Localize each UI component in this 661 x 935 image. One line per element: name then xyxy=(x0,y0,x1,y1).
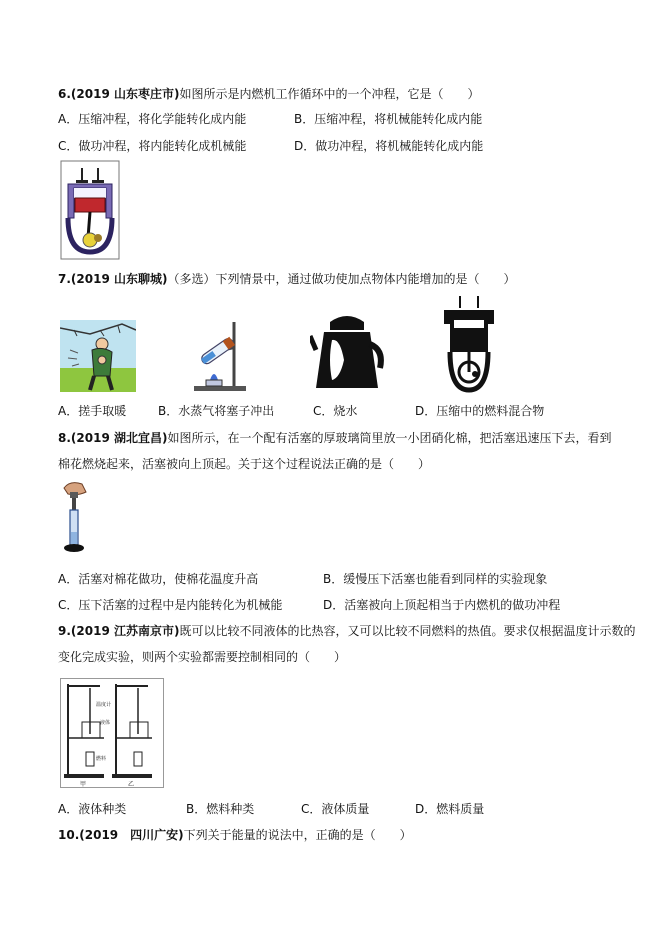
label-thermometer: 温度计 xyxy=(96,702,112,708)
q9-stem-line-1 xyxy=(58,623,635,639)
q8-stem-line-2: 棉花燃烧起来，活塞被向上顶起。关于这个过程说法正确的是（ ） xyxy=(58,457,431,471)
q9-apparatus-figure xyxy=(60,678,164,788)
q10-stem: 下列关于能量的说法中，正确的是（ ） xyxy=(183,828,412,842)
q6-engine-figure xyxy=(60,160,120,260)
q9-option-d: D．燃料质量 xyxy=(415,802,485,816)
q6-number: 6. xyxy=(58,87,71,101)
q7-figure-d-engine-compression xyxy=(440,294,498,394)
q8-option-a: A．活塞对棉花做功，使棉花温度升高 xyxy=(58,572,259,586)
q8-stem-1: 如图所示，在一个配有活塞的厚玻璃筒里放一小团硝化棉，把活塞迅速压下去，看到 xyxy=(167,431,612,445)
q7-option-d: D．压缩中的燃料混合物 xyxy=(415,404,545,418)
q6-option-c: C．做功冲程，将内能转化成机械能 xyxy=(58,139,247,153)
q10-source: (2019 四川广安) xyxy=(79,828,184,842)
q7-option-b: B．水蒸气将塞子冲出 xyxy=(158,404,275,418)
q6-source: (2019 山东枣庄市) xyxy=(70,87,180,101)
q6-stem: 如图所示是内燃机工作循环中的一个冲程，它是（ ） xyxy=(179,87,480,101)
q7-option-c: C．烧水 xyxy=(313,404,358,418)
q9-option-c: C．液体质量 xyxy=(301,802,370,816)
q9-stem-line-2: 变化完成实验，则两个实验都需要控制相同的（ ） xyxy=(58,650,347,664)
q8-stem-line-1 xyxy=(58,430,611,446)
q6-option-d: D．做功冲程，将机械能转化成内能 xyxy=(294,139,484,153)
q9-option-a: A．液体种类 xyxy=(58,802,127,816)
q9-stem-1: 既可以比较不同液体的比热容，又可以比较不同燃料的热值。要求仅根据温度计示数的 xyxy=(179,624,636,638)
q8-option-d: D．活塞被向上顶起相当于内燃机的做功冲程 xyxy=(323,598,561,612)
label-fuel: 燃料 xyxy=(96,756,107,762)
q8-source: (2019 湖北宜昌) xyxy=(70,431,168,445)
q9-number: 9. xyxy=(58,624,71,638)
q7-figure-c-kettle xyxy=(310,310,384,392)
q7-figure-a-rubbing-hands xyxy=(60,320,136,392)
label-jia: 甲 xyxy=(80,781,87,788)
q7-option-a: A．搓手取暖 xyxy=(58,404,127,418)
label-liquid: 液体 xyxy=(100,720,111,726)
q6-option-a: A．压缩冲程，将化学能转化成内能 xyxy=(58,112,247,126)
q10-stem-line xyxy=(58,827,412,843)
q7-number: 7. xyxy=(58,272,71,286)
q9-source: (2019 江苏南京市) xyxy=(70,624,180,638)
q7-stem: （多选）下列情景中，通过做功使加点物体内能增加的是（ ） xyxy=(167,272,516,286)
q6-option-b: B．压缩冲程，将机械能转化成内能 xyxy=(294,112,483,126)
q7-stem-line xyxy=(58,271,515,287)
q6-stem-line xyxy=(58,86,479,102)
label-yi: 乙 xyxy=(128,781,135,788)
q7-figure-b-steam-stopper xyxy=(188,318,252,394)
q7-source: (2019 山东聊城) xyxy=(70,272,168,286)
q9-option-b: B．燃料种类 xyxy=(186,802,255,816)
q8-option-c: C．压下活塞的过程中是内能转化为机械能 xyxy=(58,598,283,612)
q10-number: 10. xyxy=(58,828,80,842)
q8-number: 8. xyxy=(58,431,71,445)
q8-option-b: B．缓慢压下活塞也能看到同样的实验现象 xyxy=(323,572,548,586)
q8-piston-figure xyxy=(60,478,96,554)
